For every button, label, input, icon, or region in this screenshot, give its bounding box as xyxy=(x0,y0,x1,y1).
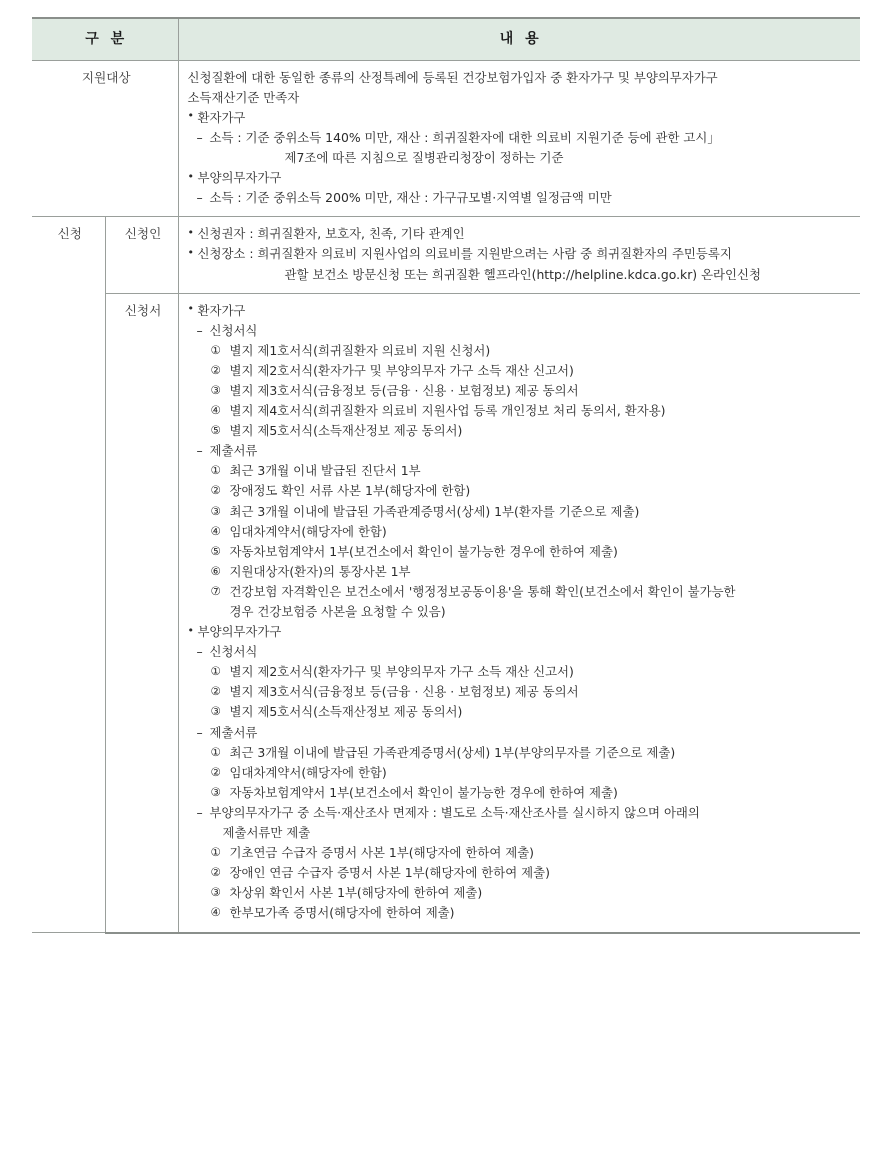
row-content-applicant xyxy=(178,217,860,293)
list-marker: ③ xyxy=(210,784,221,799)
column-header-content: 내 용 xyxy=(178,18,860,60)
dash-line: – 제출서류 xyxy=(188,441,855,461)
text-line: 신청질환에 대한 동일한 종류의 산정특례에 등록된 건강보험가입자 중 환자가구 및 부양의무자가구 xyxy=(187,69,718,85)
bullet-line: • 부양의무자가구 xyxy=(188,168,855,188)
dash-line: – 신청서식 xyxy=(188,321,855,341)
table-header-row xyxy=(32,18,860,60)
numbered-line: ③ 최근 3개월 이내에 발급된 가족관계증명서(상세) 1부(환자를 기준으로 제출) xyxy=(210,503,640,519)
list-marker: ③ xyxy=(210,503,221,518)
list-marker: ⑤ xyxy=(210,543,221,558)
row-label-applicant: 신청인 xyxy=(105,217,178,293)
list-marker: ④ xyxy=(210,905,221,920)
list-marker: ③ xyxy=(210,885,221,900)
list-marker: ③ xyxy=(210,382,221,397)
row-content-application-form xyxy=(178,293,860,932)
bullet-line: • 환자가구 xyxy=(188,301,855,321)
dash-line: – 소득 : 기준 중위소득 200% 미만, 재산 : 가구규모별·지역별 일정금액 미만 xyxy=(188,188,855,208)
numbered-line: ① 최근 3개월 이내에 발급된 가족관계증명서(상세) 1부(부양의무자를 기준으로 제출) xyxy=(210,744,676,760)
support-eligibility-table xyxy=(32,17,860,934)
dash-line: – 신청서식 xyxy=(188,642,855,662)
numbered-line: ③ 차상위 확인서 사본 1부(해당자에 한하여 제출) xyxy=(210,885,483,901)
table-header xyxy=(32,18,860,60)
list-marker: ④ xyxy=(210,523,221,538)
numbered-line: ① 별지 제1호서식(희귀질환자 의료비 지원 신청서) xyxy=(210,342,491,358)
text-line: 소득재산기준 만족자 xyxy=(187,89,300,105)
row-label-support-target: 지원대상 xyxy=(32,60,178,217)
numbered-line: ② 임대차계약서(해당자에 한함) xyxy=(210,764,387,780)
list-marker: ② xyxy=(210,362,221,377)
numbered-line: ② 장애인 연금 수급자 증명서 사본 1부(해당자에 한하여 제출) xyxy=(210,865,550,881)
list-marker: ④ xyxy=(210,403,221,418)
row-content-support-target xyxy=(178,60,860,217)
column-header-division: 구 분 xyxy=(32,18,178,60)
dash-line: – 부양의무자가구 중 소득·재산조사 면제자 : 별도로 소득·재산조사를 실시하지 않으며 아래의 xyxy=(188,803,855,823)
numbered-line: ⑤ 자동차보험계약서 1부(보건소에서 확인이 불가능한 경우에 한하여 제출) xyxy=(210,543,618,559)
numbered-line: ① 기초연금 수급자 증명서 사본 1부(해당자에 한하여 제출) xyxy=(210,845,535,861)
list-marker: ① xyxy=(210,463,221,478)
numbered-line: ① 최근 3개월 이내 발급된 진단서 1부 xyxy=(210,463,421,479)
table-row xyxy=(32,60,860,217)
list-marker: ⑤ xyxy=(210,423,221,438)
list-marker: ⑦ xyxy=(210,583,221,598)
list-marker: ① xyxy=(210,845,221,860)
list-marker: ② xyxy=(210,483,221,498)
continuation-line: 경우 건강보험증 사본을 요청할 수 있음) xyxy=(229,604,446,620)
dash-line: – 제출서류 xyxy=(188,723,855,743)
continuation-line: 제출서류만 제출 xyxy=(222,825,311,841)
numbered-line: ⑤ 별지 제5호서식(소득재산정보 제공 동의서) xyxy=(210,423,463,439)
list-marker: ① xyxy=(210,342,221,357)
continuation-line: 관할 보건소 방문신청 또는 희귀질환 헬프라인(http://helpline.kdca.go.kr) 온라인신청 xyxy=(284,266,761,282)
list-marker: ② xyxy=(210,684,221,699)
dash-line: – 소득 : 기준 중위소득 140% 미만, 재산 : 희귀질환자에 대한 의료비 지원기준 등에 관한 고시」 xyxy=(188,128,855,148)
list-marker: ② xyxy=(210,865,221,880)
numbered-line: ② 별지 제2호서식(환자가구 및 부양의무자 가구 소득 재산 신고서) xyxy=(210,362,574,378)
numbered-line: ① 별지 제2호서식(환자가구 및 부양의무자 가구 소득 재산 신고서) xyxy=(210,664,574,680)
numbered-line: ⑥ 지원대상자(환자)의 통장사본 1부 xyxy=(210,563,411,579)
row-label-application-form: 신청서 xyxy=(105,293,178,932)
bullet-line: • 신청권자 : 희귀질환자, 보호자, 친족, 기타 관계인 xyxy=(188,224,855,244)
numbered-line: ④ 한부모가족 증명서(해당자에 한하여 제출) xyxy=(210,905,455,921)
bullet-line: • 부양의무자가구 xyxy=(188,622,855,642)
list-marker: ③ xyxy=(210,704,221,719)
continuation-line: 제7조에 따른 지침으로 질병관리청장이 정하는 기준 xyxy=(284,150,564,166)
numbered-line: ③ 자동차보험계약서 1부(보건소에서 확인이 불가능한 경우에 한하여 제출) xyxy=(210,784,618,800)
table-row xyxy=(32,293,860,932)
table-body xyxy=(32,60,860,932)
list-marker: ② xyxy=(210,764,221,779)
numbered-line: ④ 임대차계약서(해당자에 한함) xyxy=(210,523,387,539)
bullet-line: • 신청장소 : 희귀질환자 의료비 지원사업의 의료비를 지원받으려는 사람 중 희귀질환자의 주민등록지 xyxy=(188,244,855,264)
row-label-application: 신청 xyxy=(32,217,105,933)
list-marker: ① xyxy=(210,744,221,759)
numbered-line: ② 장애정도 확인 서류 사본 1부(해당자에 한함) xyxy=(210,483,471,499)
numbered-line: ② 별지 제3호서식(금융정보 등(금융 · 신용 · 보험정보) 제공 동의서 xyxy=(210,684,579,700)
bullet-line: • 환자가구 xyxy=(188,108,855,128)
numbered-line: ⑦ 건강보험 자격확인은 보건소에서 '행정정보공동이용'을 통해 확인(보건소에서 확인이 불가능한 xyxy=(210,583,736,599)
numbered-line: ③ 별지 제5호서식(소득재산정보 제공 동의서) xyxy=(210,704,463,720)
numbered-line: ③ 별지 제3호서식(금융정보 등(금융 · 신용 · 보험정보) 제공 동의서 xyxy=(210,382,579,398)
list-marker: ⑥ xyxy=(210,563,221,578)
numbered-line: ④ 별지 제4호서식(희귀질환자 의료비 지원사업 등록 개인정보 처리 동의서, 환자용) xyxy=(210,403,666,419)
table-row xyxy=(32,217,860,293)
list-marker: ① xyxy=(210,664,221,679)
